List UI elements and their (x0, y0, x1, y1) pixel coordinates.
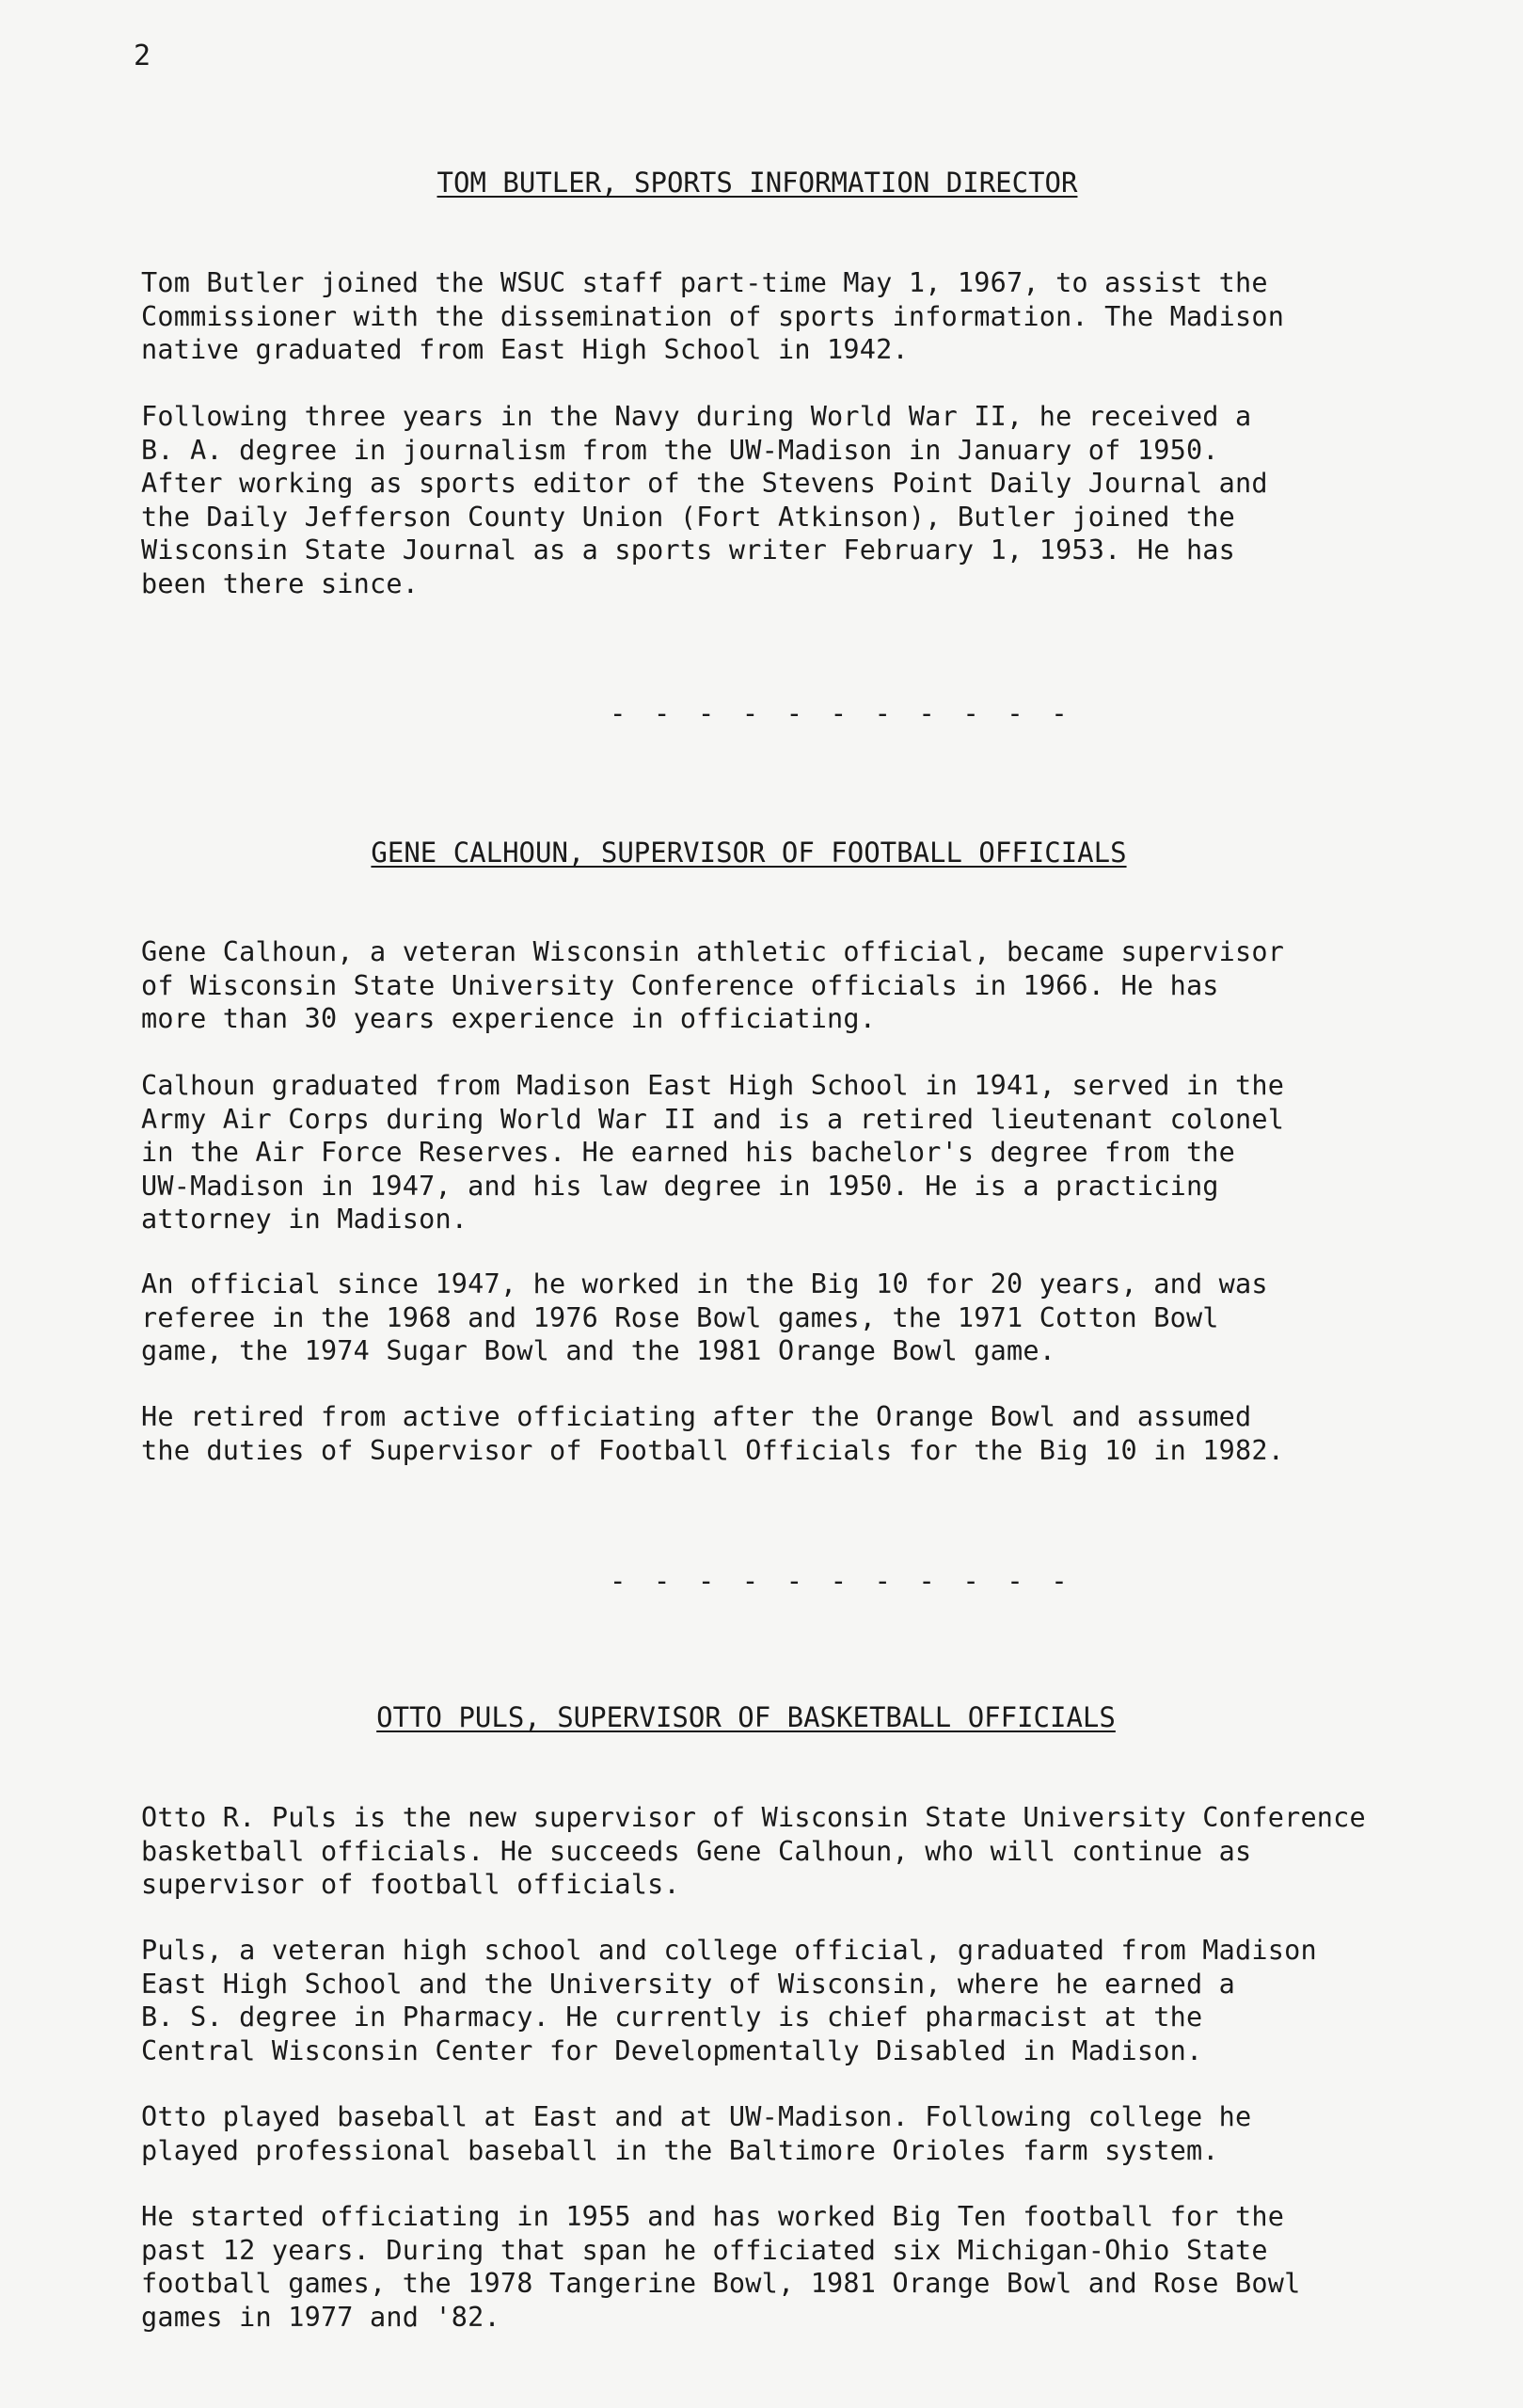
paragraph: Following three years in the Navy during World War II, he received a B. A. degree in journalism from the UW-Madison in January of 1950. After working as sports editor of the Stevens Point Daily Journal and the Daily Jefferson County Union (Fort Atkinson), Butler joined the Wisconsin State Journal as a sports writer February 1, 1953. He has been there since. (141, 401, 1268, 599)
section-heading: GENE CALHOUN, SUPERVISOR OF FOOTBALL OFFICIALS (371, 837, 1127, 869)
section-otto-puls (141, 1700, 1383, 1734)
section-divider: - - - - - - - - - - - (610, 1565, 1073, 1597)
paragraph: Otto played baseball at East and at UW-Madison. Following college he played professional baseball in the Baltimore Orioles farm system. (141, 2101, 1252, 2166)
paragraph: He started officiating in 1955 and has worked Big Ten football for the past 12 years. During that span he officiated six Michigan-Ohio State football games, the 1978 Tangerine Bowl, 1981 Orange Bowl and Rose Bowl games in 1977 and '82. (141, 2201, 1301, 2333)
page-number: 2 (134, 40, 151, 72)
paragraph: Gene Calhoun, a veteran Wisconsin athletic official, became supervisor of Wisconsin State University Conference officials in 1966. He has more than 30 years experience in officiating. (141, 936, 1285, 1034)
paragraph: Tom Butler joined the WSUC staff part-time May 1, 1967, to assist the Commissioner with the dissemination of sports information. The Madison native graduated from East High School in 1942. (141, 267, 1285, 365)
paragraph: Calhoun graduated from Madison East High School in 1941, served in the Army Air Corps during World War II and is a retired lieutenant colonel in the Air Force Reserves. He earned his bachelor's degree from the UW-Madison in 1947, and his law degree in 1950. He is a practicing attorney in Madison. (141, 1070, 1285, 1235)
paragraph: Otto R. Puls is the new supervisor of Wisconsin State University Conference basketball officials. He succeeds Gene Calhoun, who will continue as supervisor of football officials. (141, 1802, 1366, 1900)
section-heading: TOM BUTLER, SPORTS INFORMATION DIRECTOR (436, 167, 1078, 199)
section-gene-calhoun (141, 836, 1383, 869)
paragraph: He retired from active officiating after the Orange Bowl and assumed the duties of Supervisor of Football Officials for the Big 10 in 1982. (141, 1401, 1285, 1466)
section-divider: - - - - - - - - - - - (610, 697, 1073, 729)
section-tom-butler (141, 166, 1383, 199)
paragraph: Puls, a veteran high school and college official, graduated from Madison East High School and the University of Wisconsin, where he earned a B. S. degree in Pharmacy. He currently is chief pharmacist at the Central Wisconsin Center for Developmentally Disabled in Madison. (141, 1935, 1317, 2066)
paragraph: An official since 1947, he worked in the Big 10 for 20 years, and was referee in the 1968 and 1976 Rose Bowl games, the 1971 Cotton Bowl game, the 1974 Sugar Bowl and the 1981 Orange Bowl game. (141, 1268, 1268, 1366)
section-heading: OTTO PULS, SUPERVISOR OF BASKETBALL OFFICIALS (376, 1701, 1116, 1733)
